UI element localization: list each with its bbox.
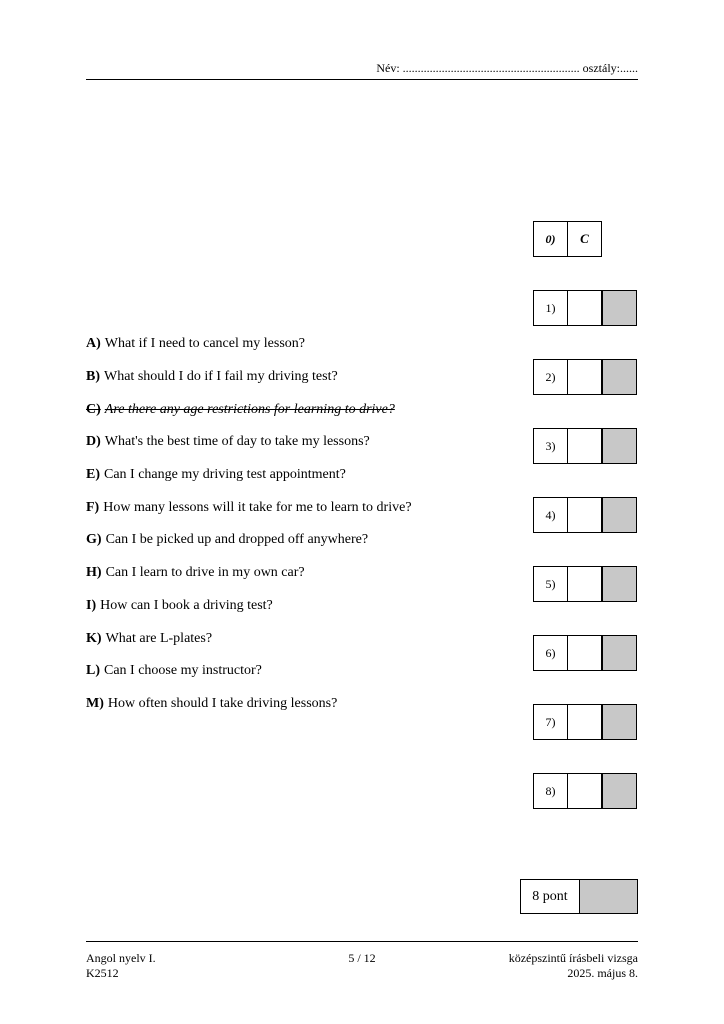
total-points-label: 8 pont: [520, 879, 580, 914]
option-text: What if I need to cancel my lesson?: [104, 336, 305, 351]
option-letter: G): [86, 532, 102, 547]
option-letter: E): [86, 467, 100, 482]
option-a: [86, 336, 305, 352]
answer-number-8: 8): [533, 773, 568, 809]
answer-number-4: 4): [533, 497, 568, 533]
option-text: How often should I take driving lessons?: [107, 696, 338, 711]
answer-field-7[interactable]: [567, 704, 602, 740]
answer-number-6: 6): [533, 635, 568, 671]
answer-number-5: 5): [533, 566, 568, 602]
option-text: Are there any age restrictions for learning to drive?: [104, 402, 395, 417]
option-text: Can I change my driving test appointment?: [104, 467, 346, 482]
option-letter: M): [86, 696, 104, 711]
option-text: What's the best time of day to take my lessons?: [104, 434, 370, 449]
footer-code: K2512: [86, 966, 119, 980]
option-l: [86, 663, 262, 679]
option-text: Can I learn to drive in my own car?: [105, 565, 305, 580]
answer-field-1[interactable]: [567, 290, 602, 326]
option-letter: C): [86, 402, 101, 417]
answer-field-3[interactable]: [567, 428, 602, 464]
option-letter: A): [86, 336, 101, 351]
answer-number-7: 7): [533, 704, 568, 740]
option-text: What should I do if I fail my driving test?: [104, 369, 338, 384]
answer-field-8[interactable]: [567, 773, 602, 809]
option-text: How many lessons will it take for me to learn to drive?: [103, 500, 412, 515]
option-d: [86, 434, 370, 450]
footer-subject: Angol nyelv I.: [86, 951, 156, 965]
option-text: What are L-plates?: [105, 631, 213, 646]
option-letter: D): [86, 434, 101, 449]
footer-rule: [86, 941, 638, 942]
score-field-3: [602, 428, 637, 464]
answer-number-1: 1): [533, 290, 568, 326]
footer-page-number: 5 / 12: [348, 951, 376, 965]
footer-right: [509, 951, 638, 981]
score-field-8: [602, 773, 637, 809]
option-letter: L): [86, 663, 100, 678]
answer-field-4[interactable]: [567, 497, 602, 533]
option-m: [86, 696, 337, 712]
option-letter: I): [86, 598, 97, 613]
footer-date: 2025. május 8.: [567, 966, 638, 980]
score-field-2: [602, 359, 637, 395]
answer-number-3: 3): [533, 428, 568, 464]
option-h: [86, 565, 305, 581]
option-letter: H): [86, 565, 102, 580]
score-field-7: [602, 704, 637, 740]
option-k: [86, 631, 212, 647]
option-text: How can I book a driving test?: [100, 598, 273, 613]
option-f: [86, 500, 412, 516]
option-text: Can I be picked up and dropped off anywhere?: [105, 532, 369, 547]
score-field-5: [602, 566, 637, 602]
option-text: Can I choose my instructor?: [104, 663, 262, 678]
answer-field-2[interactable]: [567, 359, 602, 395]
example-number-cell: 0): [533, 221, 568, 257]
option-g: [86, 532, 368, 548]
example-answer-cell: C: [567, 221, 602, 257]
option-b: [86, 369, 338, 385]
header-rule: [86, 79, 638, 80]
total-points-field: [579, 879, 638, 914]
score-field-6: [602, 635, 637, 671]
answer-field-6[interactable]: [567, 635, 602, 671]
score-field-1: [602, 290, 637, 326]
score-field-4: [602, 497, 637, 533]
footer-exam-type: középszintű írásbeli vizsga: [508, 951, 638, 965]
option-letter: F): [86, 500, 100, 515]
option-e: [86, 467, 346, 483]
option-letter: K): [86, 631, 102, 646]
footer-left: [86, 951, 156, 981]
option-letter: B): [86, 369, 100, 384]
option-i: [86, 598, 273, 614]
answer-number-2: 2): [533, 359, 568, 395]
option-c-example: [86, 402, 395, 418]
student-name-class-line: Név: ........................................................... osztály:......: [376, 61, 638, 75]
answer-field-5[interactable]: [567, 566, 602, 602]
